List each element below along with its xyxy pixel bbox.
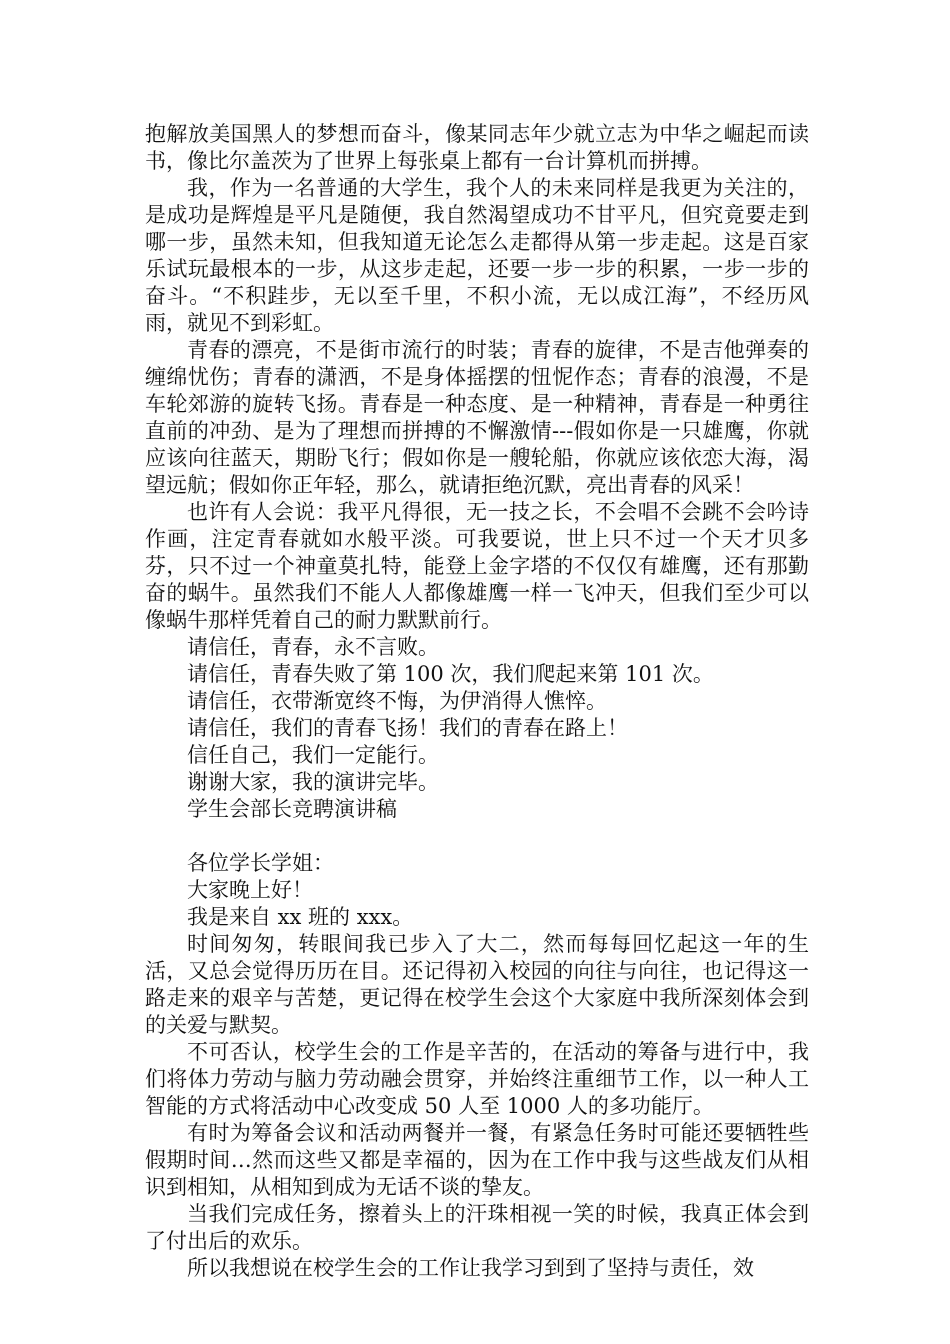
closing-line-1: 请信任，青春，永不言败。 xyxy=(187,635,439,659)
paragraph-2: 我，作为一名普通的大学生，我个人的未来同样是我更为关注的，是成功是辉煌是平凡是随便，我自然渴望成功不甘平凡，但究竟要走到哪一步，虽然未知，但我知道无论怎么走都得从第一步走起。这是百家乐试玩最根本的一步，从这步走起，还要一步一步的积累，一步一步的奋斗。“不积跬步，无以至千里，不积小流，无以成江海”，不经历风雨，就见不到彩虹。 xyxy=(145,176,809,335)
paragraph-6: 不可否认，校学生会的工作是辛苦的，在活动的筹备与进行中，我们将体力劳动与脑力劳动融会贯穿，并始终注重细节工作，以一种人工智能的方式将活动中心改变成 50 人至 1000 人的多功能厅。 xyxy=(145,1040,809,1118)
closing-line-6: 谢谢大家，我的演讲完毕。 xyxy=(187,770,439,794)
paragraph-7: 有时为筹备会议和活动两餐并一餐，有紧急任务时可能还要牺牲些假期时间…然而这些又都是幸福的，因为在工作中我与这些战友们从相识到相知，从相知到成为无话不谈的挚友。 xyxy=(145,1121,809,1199)
greeting-line-2: 大家晚上好！ xyxy=(187,878,313,902)
paragraph-8: 当我们完成任务，擦着头上的汗珠相视一笑的时候，我真正体会到了付出后的欢乐。 xyxy=(145,1202,809,1253)
document-page xyxy=(145,121,809,1282)
paragraph-9: 所以我想说在校学生会的工作让我学习到到了坚持与责任，效 xyxy=(187,1256,754,1280)
paragraph-4: 也许有人会说：我平凡得很，无一技之长，不会唱不会跳不会吟诗作画，注定青春就如水般平淡。可我要说，世上只不过一个天才贝多芬，只不过一个神童莫扎特，能登上金字塔的不仅仅有雄鹰，还有那勤奋的蜗牛。虽然我们不能人人都像雄鹰一样一飞冲天，但我们至少可以像蜗牛那样凭着自己的耐力默默前行。 xyxy=(145,500,809,632)
blank-line xyxy=(145,823,809,850)
closing-line-4: 请信任，我们的青春飞扬！我们的青春在路上！ xyxy=(187,716,628,740)
paragraph-1: 抱解放美国黑人的梦想而奋斗，像某同志年少就立志为中华之崛起而读书，像比尔盖茨为了世界上每张桌上都有一台计算机而拼搏。 xyxy=(145,122,809,173)
greeting-line-3: 我是来自 xx 班的 xxx。 xyxy=(187,905,414,929)
closing-line-5: 信任自己，我们一定能行。 xyxy=(187,743,439,767)
closing-line-2: 请信任，青春失败了第 100 次，我们爬起来第 101 次。 xyxy=(187,662,714,686)
greeting-line-1: 各位学长学姐： xyxy=(187,851,334,875)
section-title: 学生会部长竞聘演讲稿 xyxy=(187,797,397,821)
paragraph-5: 时间匆匆，转眼间我已步入了大二，然而每每回忆起这一年的生活，又总会觉得历历在目。还记得初入校园的向往与向往，也记得这一路走来的艰辛与苦楚，更记得在校学生会这个大家庭中我所深刻体会到的关爱与默契。 xyxy=(145,932,809,1037)
paragraph-3: 青春的漂亮，不是街市流行的时装；青春的旋律，不是吉他弹奏的缠绵忧伤；青春的潇洒，不是身体摇摆的忸怩作态；青春的浪漫，不是车轮郊游的旋转飞扬。青春是一种态度、是一种精神，青春是一种勇往直前的冲劲、是为了理想而拼搏的不懈激情---假如你是一只雄鹰，你就应该向往蓝天，期盼飞行；假如你是一艘轮船，你就应该依恋大海，渴望远航；假如你正年轻，那么，就请拒绝沉默，亮出青春的风采！ xyxy=(145,338,809,497)
closing-line-3: 请信任，衣带渐宽终不悔，为伊消得人憔悴。 xyxy=(187,689,607,713)
